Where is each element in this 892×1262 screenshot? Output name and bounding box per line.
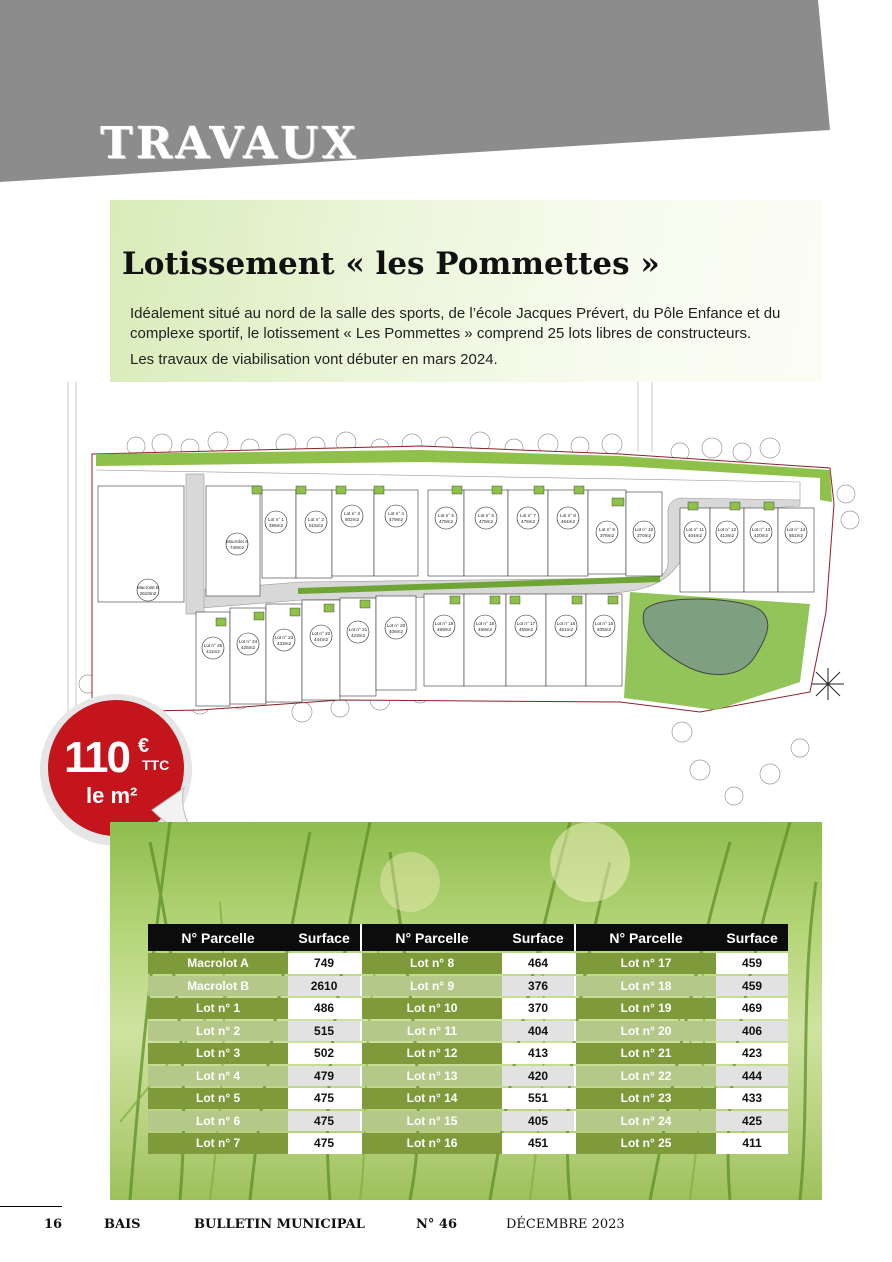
table-row	[148, 1111, 788, 1132]
lot-area-label: 486m2	[268, 523, 284, 528]
surface-cell: 406	[716, 1021, 788, 1042]
lot-area-label: 405m2	[596, 627, 612, 632]
lot-name-label: Lot n° 2	[308, 517, 324, 522]
price-unit: le m²	[86, 783, 138, 808]
parcel-name-cell: Lot n° 11	[360, 1021, 502, 1042]
lot-area-label: 479m2	[388, 517, 404, 522]
surface-cell: 376	[502, 976, 574, 997]
lot-name-label: Lot n° 22	[311, 631, 331, 636]
surface-cell: 464	[502, 953, 574, 974]
lot-area-label: 425m2	[240, 645, 256, 650]
surface-cell: 551	[502, 1088, 574, 1109]
parcel-name-cell: Lot n° 18	[574, 976, 716, 997]
lot-area-label: 459m2	[477, 627, 493, 632]
table-row	[148, 1133, 788, 1154]
lot-name-label: Lot n° 11	[685, 527, 705, 532]
lot-name-label: Lot n° 8	[560, 513, 576, 518]
column-header: Surface	[502, 924, 574, 951]
lot-marker	[347, 621, 369, 643]
column-header: N° Parcelle	[574, 924, 716, 951]
lot-marker	[474, 615, 496, 637]
lot-name-label: Lot n° 19	[434, 621, 454, 626]
publication-name: BULLETIN MUNICIPAL	[194, 1217, 365, 1232]
surface-cell: 515	[288, 1021, 360, 1042]
parcel-name-cell: Lot n° 22	[574, 1066, 716, 1087]
lot-marker	[435, 507, 457, 529]
surface-cell: 425	[716, 1111, 788, 1132]
lot-marker	[310, 625, 332, 647]
lot-area-label: 502m2	[344, 517, 360, 522]
footer-rule	[0, 1206, 62, 1207]
lot-name-label: Lot n° 9	[599, 527, 615, 532]
lot-name-label: Lot n° 24	[238, 639, 258, 644]
lot-name-label: Lot n° 7	[520, 513, 536, 518]
table-header-row	[148, 924, 788, 951]
lot-marker	[750, 521, 772, 543]
lot-area-label: 475m2	[520, 519, 536, 524]
lot-marker	[475, 507, 497, 529]
parcel-name-cell: Lot n° 12	[360, 1043, 502, 1064]
lot-area-label: 413m2	[719, 533, 735, 538]
lot-marker	[555, 615, 577, 637]
lot-name-label: Lot n° 12	[717, 527, 737, 532]
lot-marker	[557, 507, 579, 529]
lot-name-label: Lot n° 16	[556, 621, 576, 626]
table-row	[148, 1043, 788, 1064]
lot-name-label: Lot n° 14	[786, 527, 806, 532]
parcel-name-cell: Lot n° 1	[148, 998, 288, 1019]
town-name: BAIS	[104, 1217, 141, 1232]
lot-area-label: 404m2	[687, 533, 703, 538]
lot-marker	[785, 521, 807, 543]
column-header: N° Parcelle	[148, 924, 288, 951]
surface-cell: 459	[716, 976, 788, 997]
table-row	[148, 1088, 788, 1109]
lot-marker	[237, 633, 259, 655]
parcel-name-cell: Lot n° 8	[360, 953, 502, 974]
lot-area-label: 420m2	[753, 533, 769, 538]
lot-area-label: 551m2	[788, 533, 804, 538]
parcel-name-cell: Lot n° 16	[360, 1133, 502, 1154]
surface-cell: 433	[716, 1088, 788, 1109]
lot-marker	[633, 521, 655, 543]
lot-area-label: 749m2	[229, 545, 245, 550]
column-header: Surface	[288, 924, 360, 951]
parcel-name-cell: Lot n° 20	[574, 1021, 716, 1042]
section-title: TRAVAUX	[100, 118, 359, 169]
surface-cell: 475	[288, 1088, 360, 1109]
parcel-name-cell: Lot n° 19	[574, 998, 716, 1019]
lot-marker	[385, 617, 407, 639]
header-band	[0, 0, 892, 200]
parcel-name-cell: Lot n° 2	[148, 1021, 288, 1042]
lot-name-label: Lot n° 13	[751, 527, 771, 532]
lot-area-label: 451m2	[558, 627, 574, 632]
lot-area-label: 444m2	[313, 637, 329, 642]
parcel-name-cell: Lot n° 3	[148, 1043, 288, 1064]
table-row	[148, 953, 788, 974]
parcel-name-cell: Lot n° 25	[574, 1133, 716, 1154]
lot-name-label: Lot n° 21	[348, 627, 368, 632]
surface-cell: 2610	[288, 976, 360, 997]
lot-name-label: Lot n° 18	[475, 621, 495, 626]
issue-number: N° 46	[416, 1217, 457, 1232]
parcel-name-cell: Lot n° 6	[148, 1111, 288, 1132]
lot-area-label: 464m2	[560, 519, 576, 524]
parcel-name-cell: Lot n° 23	[574, 1088, 716, 1109]
lot-marker	[265, 511, 287, 533]
lot-area-label: 423m2	[350, 633, 366, 638]
surface-cell: 502	[288, 1043, 360, 1064]
lot-marker	[596, 521, 618, 543]
article-title: Lotissement « les Pommettes »	[122, 246, 660, 282]
lot-marker	[305, 511, 327, 533]
lot-name-label: Lot n° 6	[478, 513, 494, 518]
lots-surface-table	[148, 922, 788, 1156]
surface-cell: 459	[716, 953, 788, 974]
parcel-name-cell: Lot n° 21	[574, 1043, 716, 1064]
lot-name-label: Lot n° 3	[344, 511, 360, 516]
lot-marker	[593, 615, 615, 637]
surface-cell: 475	[288, 1111, 360, 1132]
lot-area-label: 515m2	[308, 523, 324, 528]
parcel-name-cell: Lot n° 7	[148, 1133, 288, 1154]
lot-name-label: Lot n° 20	[386, 623, 406, 628]
surface-cell: 486	[288, 998, 360, 1019]
parcel-name-cell: Lot n° 13	[360, 1066, 502, 1087]
lot-name-label: Macrolot B	[137, 585, 159, 590]
lot-area-label: 433m2	[276, 641, 292, 646]
price-currency: €	[138, 735, 150, 757]
table-row	[148, 1021, 788, 1042]
table-row	[148, 1066, 788, 1087]
column-header: Surface	[716, 924, 788, 951]
surface-cell: 411	[716, 1133, 788, 1154]
lot-name-label: Lot n° 23	[274, 635, 294, 640]
intro-paragraph: Idéalement situé au nord de la salle des sports, de l’école Jacques Prévert, du Pôle Enfance et du complexe sportif, le lotissement « Les Pommettes » comprend 25 lots libres de constructeurs.	[130, 305, 781, 342]
surface-cell: 469	[716, 998, 788, 1019]
parcel-name-cell: Macrolot A	[148, 953, 288, 974]
surface-cell: 420	[502, 1066, 574, 1087]
lot-marker	[137, 579, 159, 601]
lot-marker	[716, 521, 738, 543]
parcel-name-cell: Lot n° 15	[360, 1111, 502, 1132]
lot-area-label: 376m2	[599, 533, 615, 538]
surface-cell: 423	[716, 1043, 788, 1064]
surface-cell: 749	[288, 953, 360, 974]
parcel-name-cell: Lot n° 14	[360, 1088, 502, 1109]
lot-area-label: 411m2	[206, 649, 220, 654]
parcel-name-cell: Lot n° 4	[148, 1066, 288, 1087]
parcel-name-cell: Lot n° 5	[148, 1088, 288, 1109]
lot-area-label: 459m2	[518, 627, 534, 632]
price-tax: TTC	[142, 757, 170, 773]
lot-area-label: 370m2	[636, 533, 652, 538]
lot-area-label: 406m2	[388, 629, 404, 634]
parcel-name-cell: Lot n° 24	[574, 1111, 716, 1132]
column-header: N° Parcelle	[360, 924, 502, 951]
lot-name-label: Lot n° 1	[268, 517, 284, 522]
lot-marker	[515, 615, 537, 637]
lot-name-label: Lot n° 15	[594, 621, 614, 626]
lot-marker	[273, 629, 295, 651]
table-row	[148, 976, 788, 997]
surface-cell: 413	[502, 1043, 574, 1064]
price-amount: 110	[64, 733, 129, 782]
surface-cell: 405	[502, 1111, 574, 1132]
surface-cell: 444	[716, 1066, 788, 1087]
lot-name-label: Lot n° 4	[388, 511, 404, 516]
lot-name-label: Macrolot A	[226, 539, 248, 544]
lot-name-label: Lot n° 25	[203, 643, 223, 648]
page-number: 16	[44, 1217, 63, 1232]
lot-name-label: Lot n° 17	[516, 621, 536, 626]
surface-cell: 475	[288, 1133, 360, 1154]
parcel-name-cell: Lot n° 9	[360, 976, 502, 997]
lot-name-label: Lot n° 5	[438, 513, 454, 518]
lot-marker	[684, 521, 706, 543]
lot-area-label: 475m2	[438, 519, 454, 524]
lot-name-label: Lot n° 10	[634, 527, 654, 532]
issue-date: DÉCEMBRE 2023	[506, 1217, 625, 1232]
lot-area-label: 2610m2	[139, 591, 157, 596]
parcel-name-cell: Macrolot B	[148, 976, 288, 997]
lot-area-label: 469m2	[436, 627, 452, 632]
lot-area-label: 475m2	[478, 519, 494, 524]
lot-marker	[517, 507, 539, 529]
surface-cell: 451	[502, 1133, 574, 1154]
table-body	[148, 953, 788, 1154]
lot-marker	[202, 637, 224, 659]
lot-marker	[226, 533, 248, 555]
lot-marker	[341, 505, 363, 527]
surface-cell: 479	[288, 1066, 360, 1087]
surface-cell: 370	[502, 998, 574, 1019]
lot-marker	[385, 505, 407, 527]
intro-paragraph-works-start: Les travaux de viabilisation vont débuter en mars 2024.	[130, 351, 498, 368]
surface-cell: 404	[502, 1021, 574, 1042]
parcel-name-cell: Lot n° 10	[360, 998, 502, 1019]
lot-marker	[433, 615, 455, 637]
parcel-name-cell: Lot n° 17	[574, 953, 716, 974]
table-row	[148, 998, 788, 1019]
